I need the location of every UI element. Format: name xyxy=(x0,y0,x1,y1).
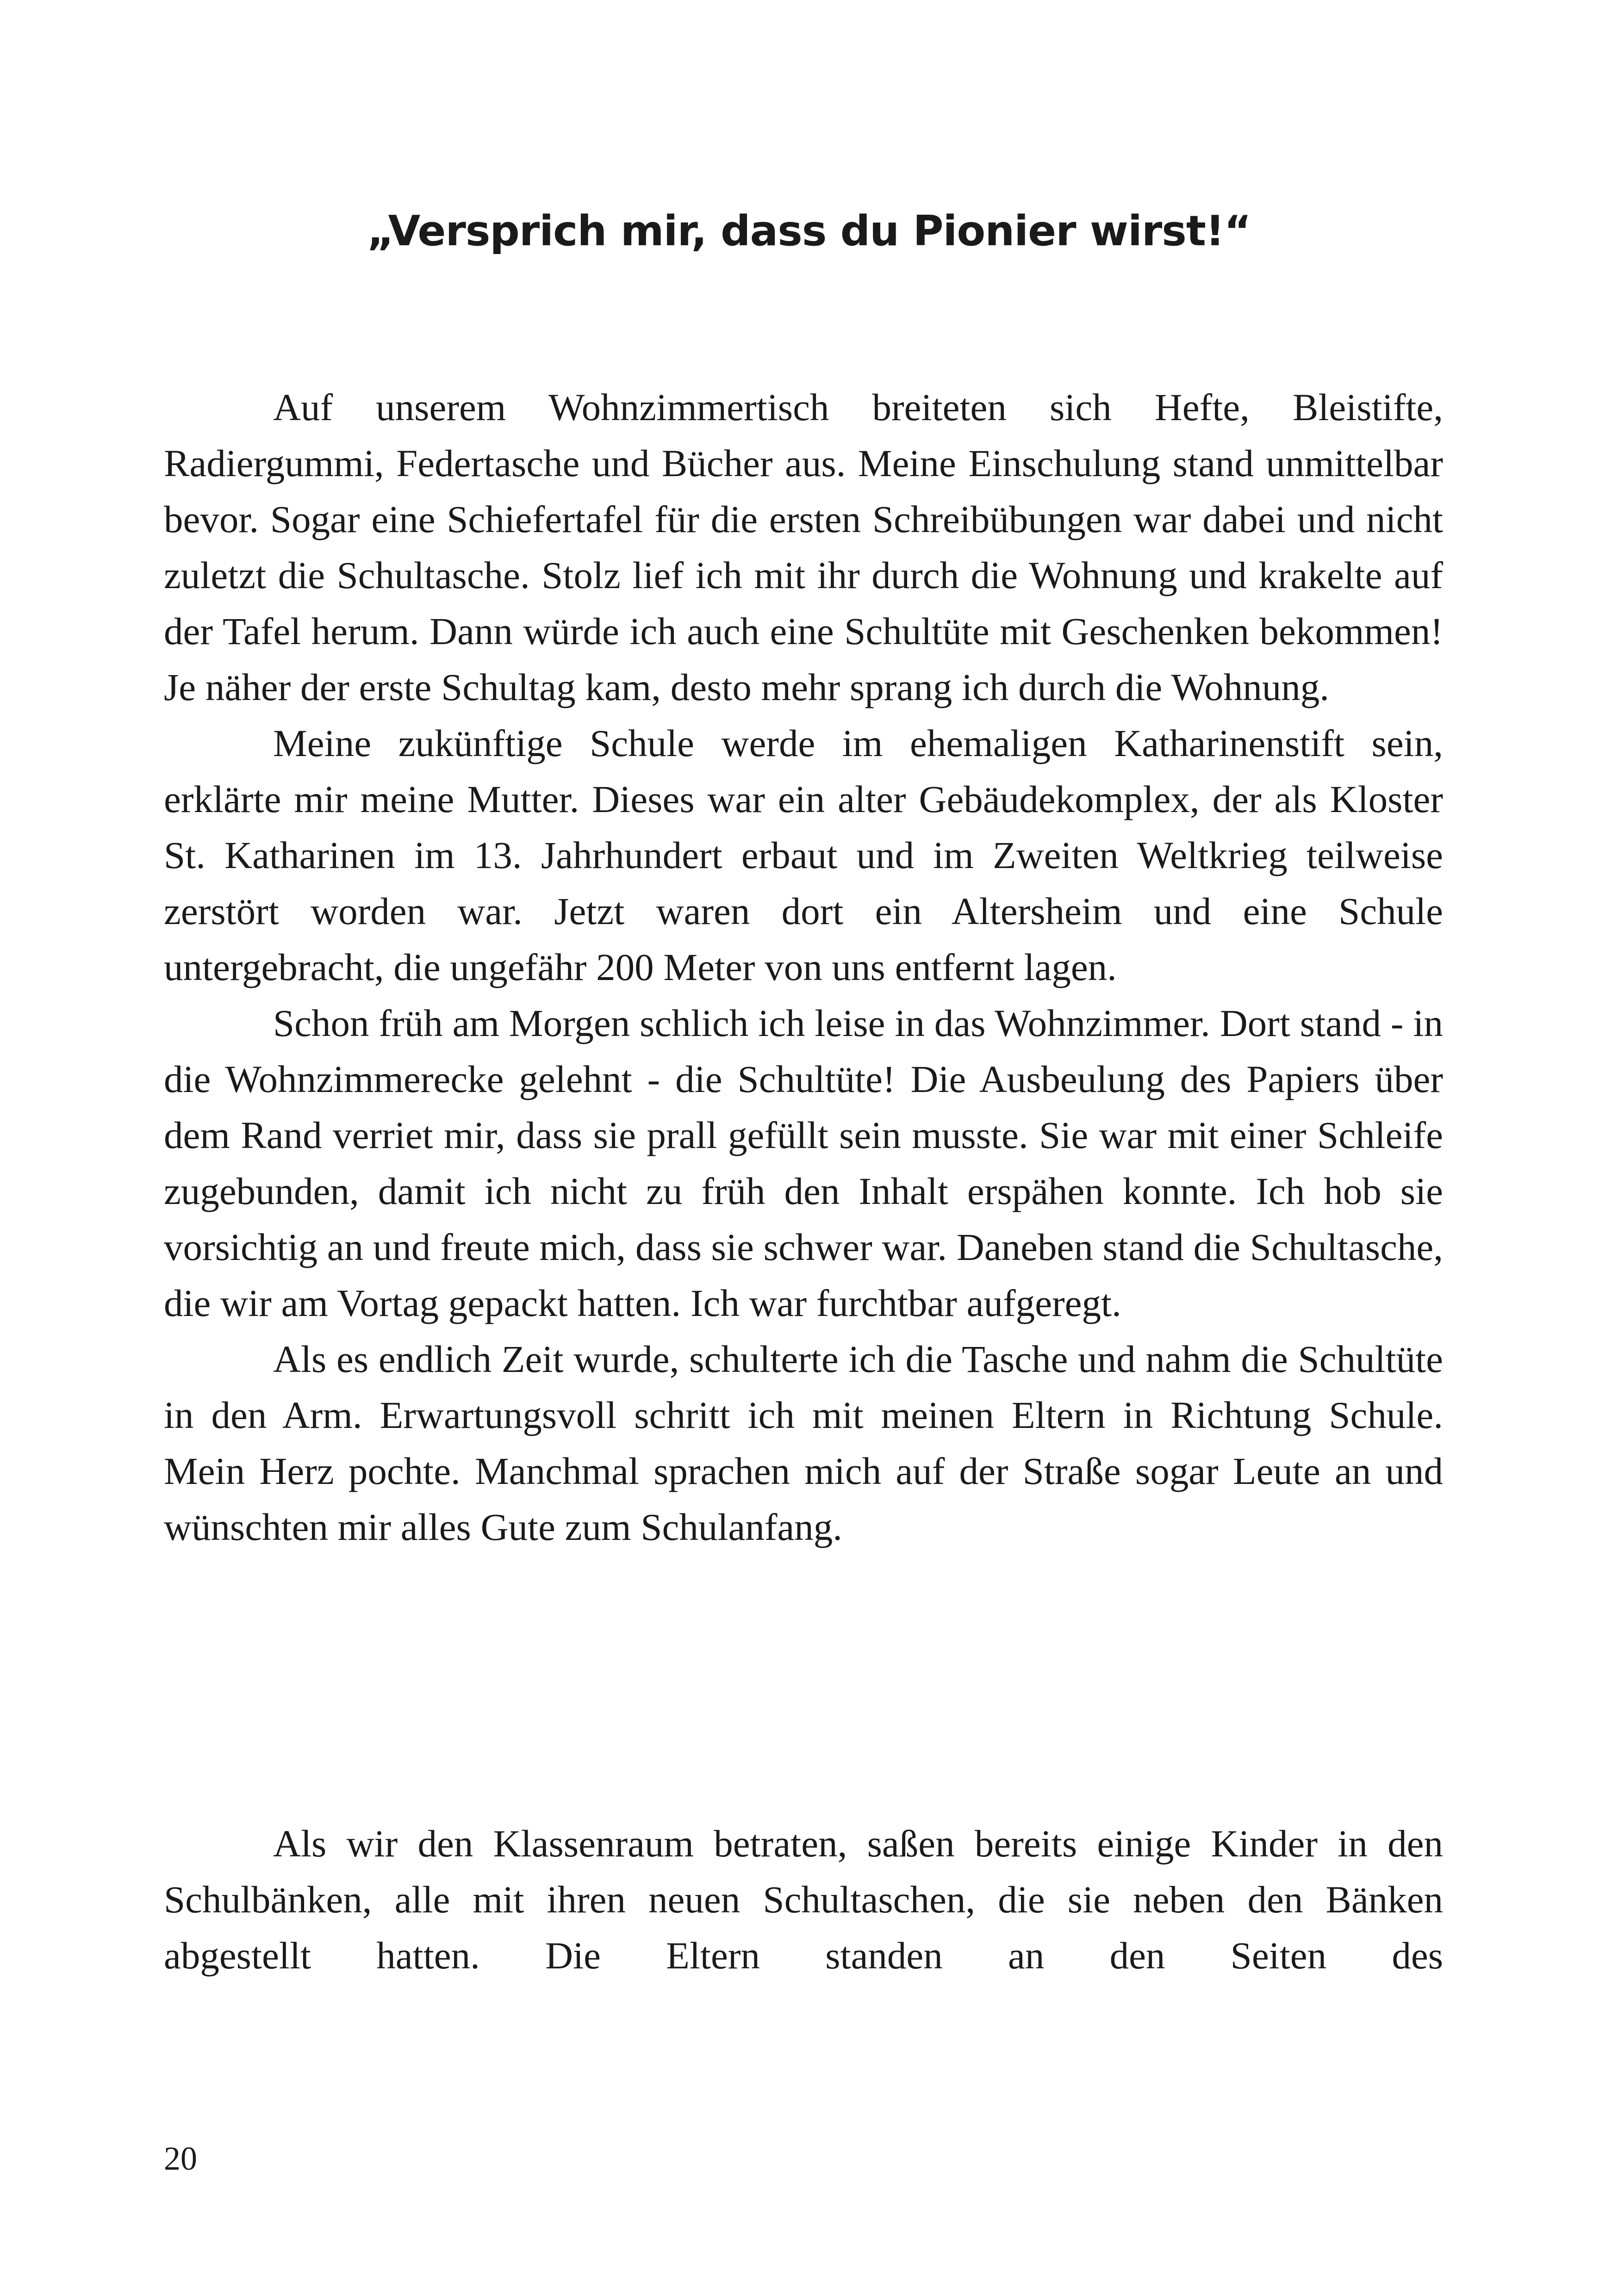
chapter-title: „Versprich mir, dass du Pionier wirst!“ xyxy=(367,207,1251,255)
paragraph-5: Als wir den Klassenraum betraten, saßen bereits einige Kinder in den Schulbänken, alle mit ihren neuen Schultaschen, die sie neben den Bänken abgestellt hatten. Die Eltern standen an den Seiten des xyxy=(164,1822,1443,1977)
text-section-1 xyxy=(164,379,1443,1555)
paragraph-2: Meine zukünftige Schule werde im ehemaligen Katharinenstift sein, erklärte mir meine Mutter. Dieses war ein alter Gebäudekomplex, der als Kloster St. Katharinen im 13. Jahrhundert erbaut und im Zweiten Weltkrieg teilweise zerstört worden war. Jetzt waren dort ein Altersheim und eine Schule untergebracht, die ungefähr 200 Meter von uns entfernt lagen. xyxy=(164,722,1443,988)
paragraph-1: Auf unserem Wohnzimmertisch breiteten sich Hefte, Bleistifte, Radiergummi, Federtasche und Bücher aus. Meine Einschulung stand unmittelbar bevor. Sogar eine Schiefertafel für die ersten Schreibübungen war dabei und nicht zuletzt die Schultasche. Stolz lief ich mit ihr durch die Wohnung und krakelte auf der Tafel herum. Dann würde ich auch eine Schultüte mit Geschenken bekommen! Je näher der erste Schultag kam, desto mehr sprang ich durch die Wohnung. xyxy=(164,386,1443,708)
paragraph-3: Schon früh am Morgen schlich ich leise in das Wohnzimmer. Dort stand - in die Wohnzimmerecke gelehnt - die Schultüte! Die Ausbeulung des Papiers über dem Rand verriet mir, dass sie prall gefüllt sein musste. Sie war mit einer Schleife zugebunden, damit ich nicht zu früh den Inhalt erspähen konnte. Ich hob sie vorsichtig an und freute mich, dass sie schwer war. Daneben stand die Schultasche, die wir am Vortag gepackt hatten. Ich war furchtbar aufgeregt. xyxy=(164,1002,1443,1324)
text-section-2 xyxy=(164,1816,1443,1984)
page-number: 20 xyxy=(164,2140,197,2177)
paragraph-4: Als es endlich Zeit wurde, schulterte ich die Tasche und nahm die Schultüte in den Arm. Erwartungsvoll schritt ich mit meinen Eltern in Richtung Schule. Mein Herz pochte. Manchmal sprachen mich auf der Straße sogar Leute an und wünschten mir alles Gute zum Schulanfang. xyxy=(164,1338,1443,1548)
